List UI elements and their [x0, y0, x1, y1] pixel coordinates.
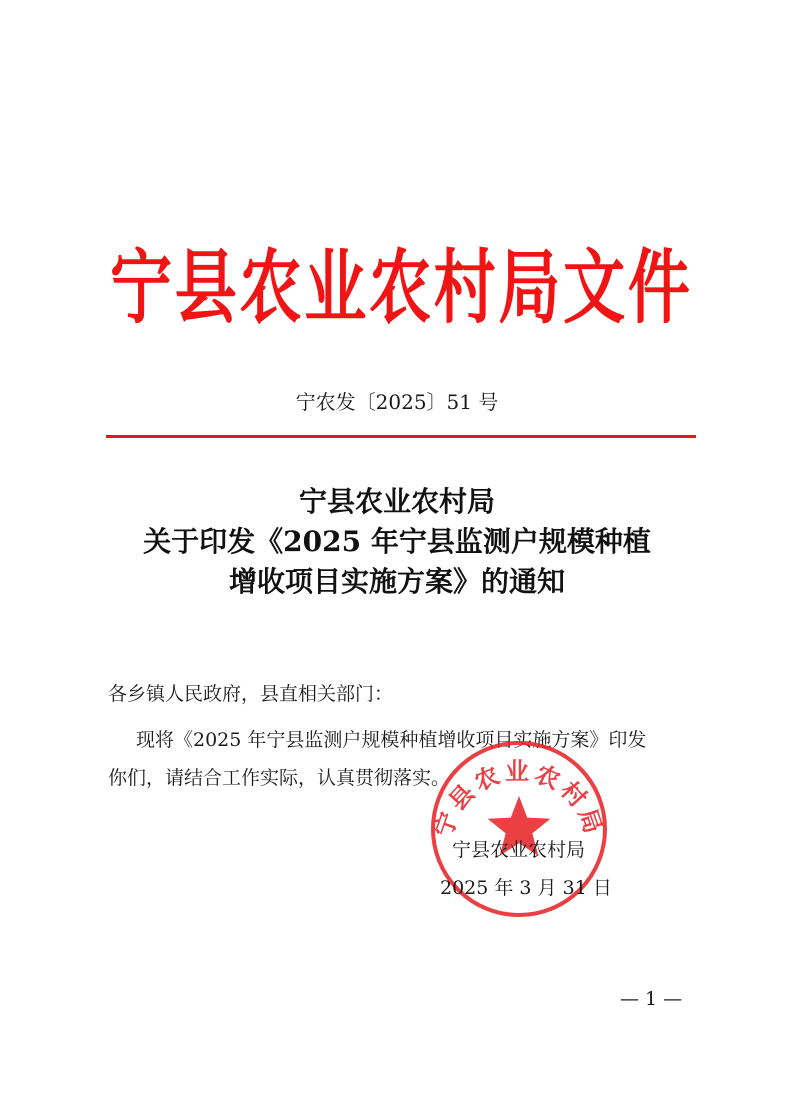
title-line: 增收项目实施方案》的通知: [228, 565, 565, 598]
addressee: 各乡镇人民政府，县直相关部门：: [108, 683, 394, 705]
signing-date: 2025 年 3 月 31 日: [440, 877, 612, 899]
masthead-char: 农: [239, 239, 302, 335]
seal-text: 宁县农业农村局: [429, 757, 609, 841]
signing-organization: 宁县农业农村局: [452, 839, 586, 861]
masthead-char: 局: [498, 239, 561, 335]
title-line: 关于印发《2025 年宁县监测户规模种植: [143, 525, 651, 558]
masthead-char: 文: [563, 239, 626, 335]
masthead-char: 村: [433, 239, 496, 335]
body-line: 现将《2025 年宁县监测户规模种植增收项目实施方案》印发: [136, 729, 647, 751]
red-separator-line: [106, 435, 696, 438]
masthead-char: 县: [174, 239, 237, 335]
masthead-char: 业: [304, 239, 367, 335]
masthead: [110, 238, 690, 338]
body-line: 你们，请结合工作实际，认真贯彻落实。: [108, 767, 451, 789]
masthead-char: 件: [627, 239, 690, 335]
masthead-char: 农: [368, 239, 431, 335]
document-title: [0, 482, 794, 602]
masthead-char: 宁: [110, 239, 173, 335]
title-line: 宁县农业农村局: [298, 485, 495, 518]
document-number: 宁农发〔2025〕51 号: [295, 390, 499, 414]
page-number: — 1 —: [620, 988, 683, 1010]
